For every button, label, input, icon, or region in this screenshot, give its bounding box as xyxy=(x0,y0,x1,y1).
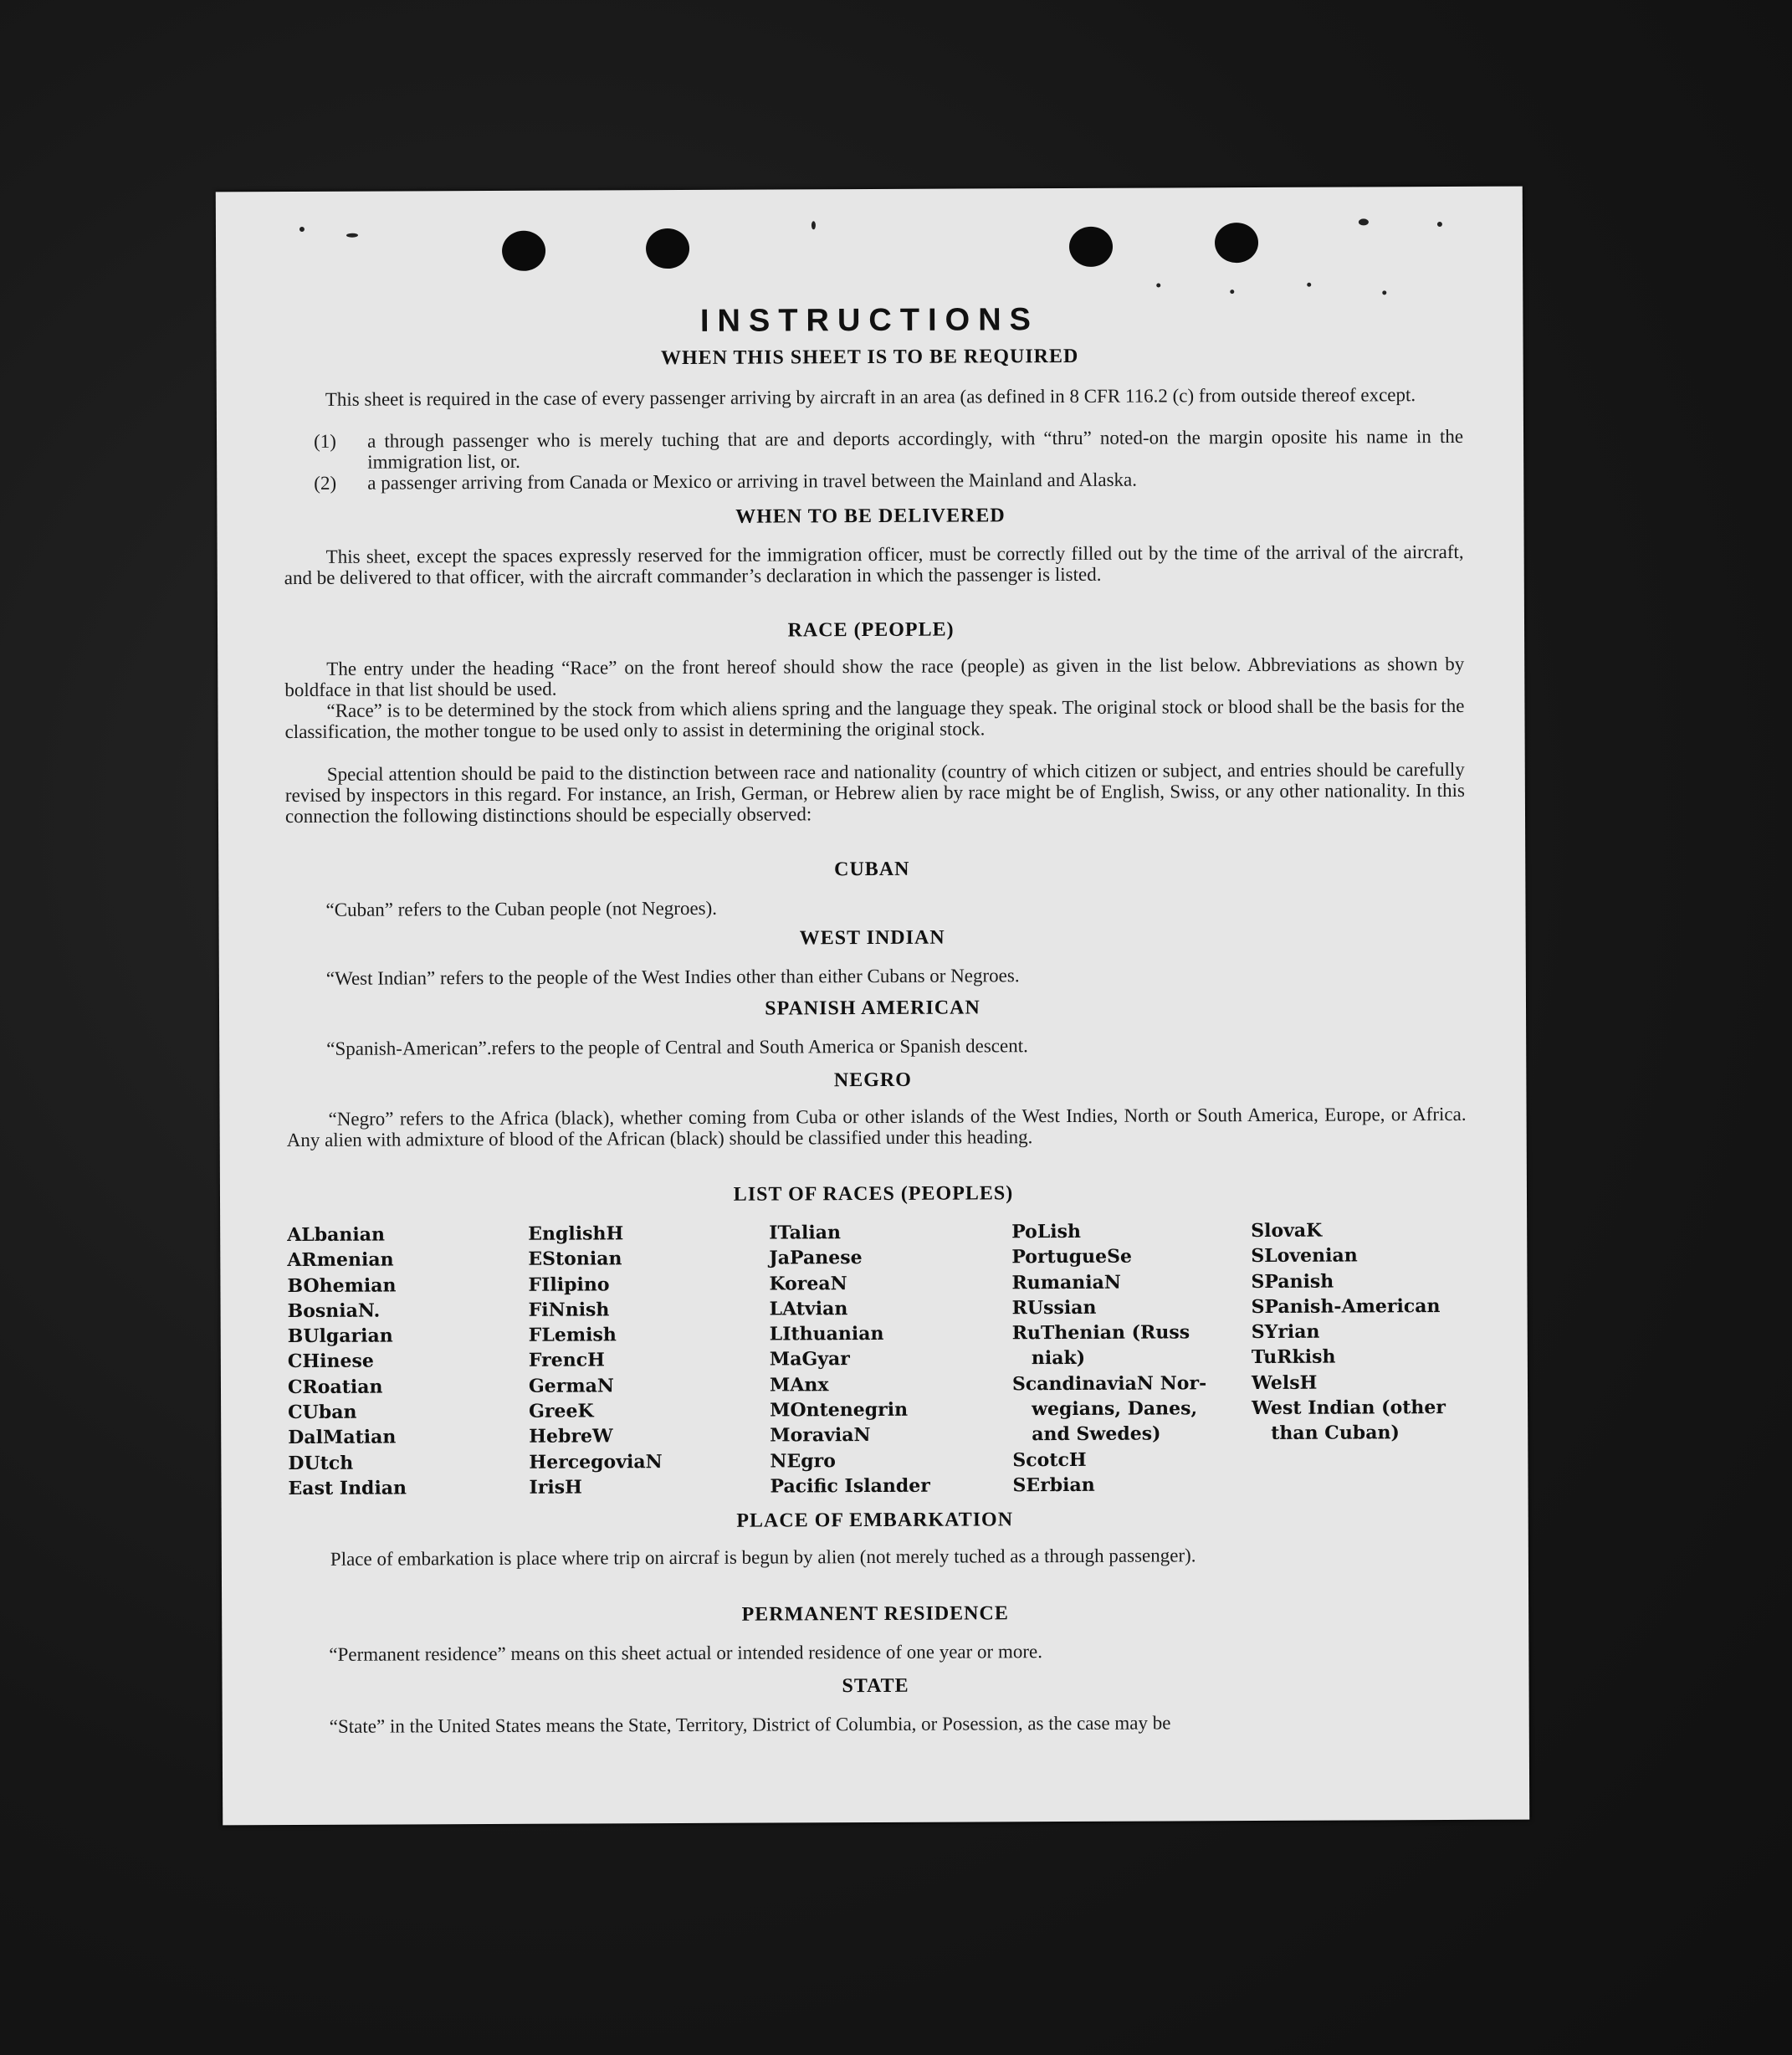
race-entry: FiNnish xyxy=(528,1299,610,1321)
exception-item-text: a passenger arriving from Canada or Mexico or arriving in travel between the Mainland and Alaska. xyxy=(367,469,1138,494)
race-entry: niak) xyxy=(1011,1347,1086,1370)
race-entry: RuThenian (Russ xyxy=(1011,1321,1190,1345)
race-entry: ScandinaviaN Nor- xyxy=(1011,1372,1207,1396)
race-entry: DalMatian xyxy=(288,1426,397,1449)
heading-embarkation: PLACE OF EMBARKATION xyxy=(736,1509,1014,1532)
race-entry: MoraviaN xyxy=(770,1424,871,1447)
race-entry: MOntenegrin xyxy=(770,1398,909,1422)
heading-permanent-residence: PERMANENT RESIDENCE xyxy=(741,1602,1009,1626)
race-entry: LAtvian xyxy=(769,1298,848,1320)
exception-item-text: a through passenger who is merely tuching that are and deports accordingly, with “thru” noted-on the margin oposite his name in the immigration list, or. xyxy=(366,425,1464,473)
race-paragraph-3: Special attention should be paid to the distinction between race and nationality (country of which citizen or subject, and entries should be carefully revised by inspectors in this regard. For instance, an Irish, German, or Hebrew alien by race might be of English, Swiss, or any other nationality. In this connection the following distinctions should be especially observed: xyxy=(284,758,1465,828)
exception-item-2 xyxy=(314,468,1463,494)
speck xyxy=(812,221,816,229)
race-entry: West Indian (other xyxy=(1252,1396,1446,1420)
cuban-text: “Cuban” refers to the Cuban people (not Negroes). xyxy=(325,897,718,920)
race-column-4 xyxy=(1011,1218,1247,1498)
page-title: INSTRUCTIONS xyxy=(699,302,1040,339)
race-entry: EnglishH xyxy=(528,1222,624,1245)
race-entry: ScotcH xyxy=(1012,1448,1087,1471)
when-delivered-text: This sheet, except the spaces expressly reserved for the immigration officer, must be correctly filled out by the time of the arrival of the aircraft, and be delivered to that officer, with the aircraft commander’s declaration in which the passenger is listed. xyxy=(284,541,1464,589)
race-entry: IrisH xyxy=(529,1476,582,1499)
heading-spanish-american: SPANISH AMERICAN xyxy=(765,997,980,1020)
race-entry: WelsH xyxy=(1251,1371,1318,1394)
race-entry: HercegoviaN xyxy=(529,1450,663,1473)
race-entry: and Swedes) xyxy=(1012,1422,1161,1446)
race-entry: BosniaN. xyxy=(287,1299,381,1322)
instruction-sheet xyxy=(216,187,1530,1826)
race-column-3 xyxy=(769,1219,1004,1499)
race-entry: MAnx xyxy=(769,1374,829,1396)
race-entry: SErbian xyxy=(1012,1473,1095,1497)
race-entry: SPanish-American xyxy=(1251,1294,1441,1318)
punch-hole xyxy=(1215,223,1258,263)
exception-item-1 xyxy=(314,426,1463,473)
race-entry: SYrian xyxy=(1251,1320,1320,1344)
speck xyxy=(346,233,358,238)
exception-item-number: (2) xyxy=(314,472,337,494)
race-entry: ARmenian xyxy=(287,1248,394,1272)
race-entry: PoLish xyxy=(1011,1220,1082,1243)
race-entry: KoreaN xyxy=(769,1272,847,1295)
race-entry: HebreW xyxy=(529,1425,613,1448)
race-entry: CHinese xyxy=(287,1350,374,1373)
race-entry: than Cuban) xyxy=(1252,1422,1400,1445)
residence-text: “Permanent residence” means on this sheet actual or intended residence of one year or more. xyxy=(329,1641,1042,1665)
race-entry: ITalian xyxy=(769,1222,842,1244)
race-entry: PortugueSe xyxy=(1011,1245,1133,1268)
exception-item-number: (1) xyxy=(313,430,336,452)
race-entry: CUban xyxy=(288,1401,357,1424)
negro-text: “Negro” refers to the Africa (black), whether coming from Cuba or other islands of the West Indies, North or South America, Europe, or Africa. Any alien with admixture of blood of the African (black) should be classified under this heading. xyxy=(286,1103,1467,1151)
race-entry: SPanish xyxy=(1251,1270,1334,1293)
race-entry: NEgro xyxy=(770,1449,836,1473)
race-entry: RumaniaN xyxy=(1011,1271,1122,1294)
heading-race: RACE (PEOPLE) xyxy=(787,618,955,642)
race-entry: FIlipino xyxy=(528,1273,610,1296)
race-column-5 xyxy=(1251,1217,1486,1447)
heading-list-of-races: LIST OF RACES (PEOPLES) xyxy=(733,1182,1014,1206)
race-paragraph-1: The entry under the heading “Race” on the front hereof should show the race (people) as given in the list below. Abbreviations as shown by boldface in that list should be used. xyxy=(284,653,1465,701)
west-indian-text: “West Indian” refers to the people of the West Indies other than either Cubans or Negroes. xyxy=(325,965,1020,989)
race-entry: ALbanian xyxy=(287,1223,386,1247)
race-entry: DUtch xyxy=(288,1452,354,1474)
race-entry: GreeK xyxy=(529,1400,594,1422)
race-entry: BUlgarian xyxy=(287,1325,393,1348)
race-entry: MaGyar xyxy=(769,1348,850,1371)
speck xyxy=(1437,222,1442,227)
race-column-1 xyxy=(287,1222,522,1501)
speck xyxy=(1156,283,1160,287)
race-entry: RUssian xyxy=(1011,1296,1097,1320)
speck xyxy=(300,227,305,232)
punch-hole xyxy=(1069,227,1113,267)
heading-when-required: WHEN THIS SHEET IS TO BE REQUIRED xyxy=(660,345,1079,370)
race-entry: CRoatian xyxy=(287,1376,383,1398)
race-entry: East Indian xyxy=(288,1477,407,1500)
speck xyxy=(1382,290,1386,295)
heading-when-delivered: WHEN TO BE DELIVERED xyxy=(735,505,1006,528)
race-entry: LIthuanian xyxy=(769,1323,884,1345)
race-entry: FLemish xyxy=(528,1324,617,1346)
heading-state: STATE xyxy=(842,1674,909,1698)
race-paragraph-2: “Race” is to be determined by the stock from which aliens spring and the language they speak. The original stock or blood shall be the basis for the classification, the mother tongue to be used only to assist in determining the original stock. xyxy=(284,694,1465,743)
race-entry: Pacific Islander xyxy=(770,1474,930,1498)
heading-cuban: CUBAN xyxy=(834,858,910,881)
state-text: “State” in the United States means the State, Territory, District of Columbia, or Posession, as the case may be xyxy=(329,1712,1171,1737)
speck xyxy=(1307,283,1311,287)
race-entry: wegians, Danes, xyxy=(1012,1397,1198,1421)
race-entry: EStonian xyxy=(528,1248,622,1271)
speck xyxy=(1359,218,1369,225)
race-column-2 xyxy=(528,1221,763,1500)
race-entry: JaPanese xyxy=(769,1247,863,1269)
punch-hole xyxy=(502,231,545,271)
heading-west-indian: WEST INDIAN xyxy=(799,926,945,950)
when-required-intro: This sheet is required in the case of every passenger arriving by aircraft in an area (as defined in 8 CFR 116.2 (c) from outside thereof except. xyxy=(325,384,1416,410)
spanish-american-text: “Spanish-American”.refers to the people of Central and South America or Spanish descent. xyxy=(326,1035,1028,1059)
race-entry: BOhemian xyxy=(287,1274,397,1297)
race-entry: GermaN xyxy=(528,1375,615,1397)
race-entry: SLovenian xyxy=(1251,1244,1358,1268)
heading-negro: NEGRO xyxy=(833,1068,912,1092)
embarkation-text: Place of embarkation is place where trip on aircraf is begun by alien (not merely tuched as a through passenger). xyxy=(330,1545,1196,1570)
race-entry: SlovaK xyxy=(1251,1219,1323,1243)
speck xyxy=(1230,290,1234,294)
punch-hole xyxy=(646,228,689,269)
race-entry: FrencH xyxy=(528,1349,605,1372)
race-entry: TuRkish xyxy=(1251,1346,1336,1369)
